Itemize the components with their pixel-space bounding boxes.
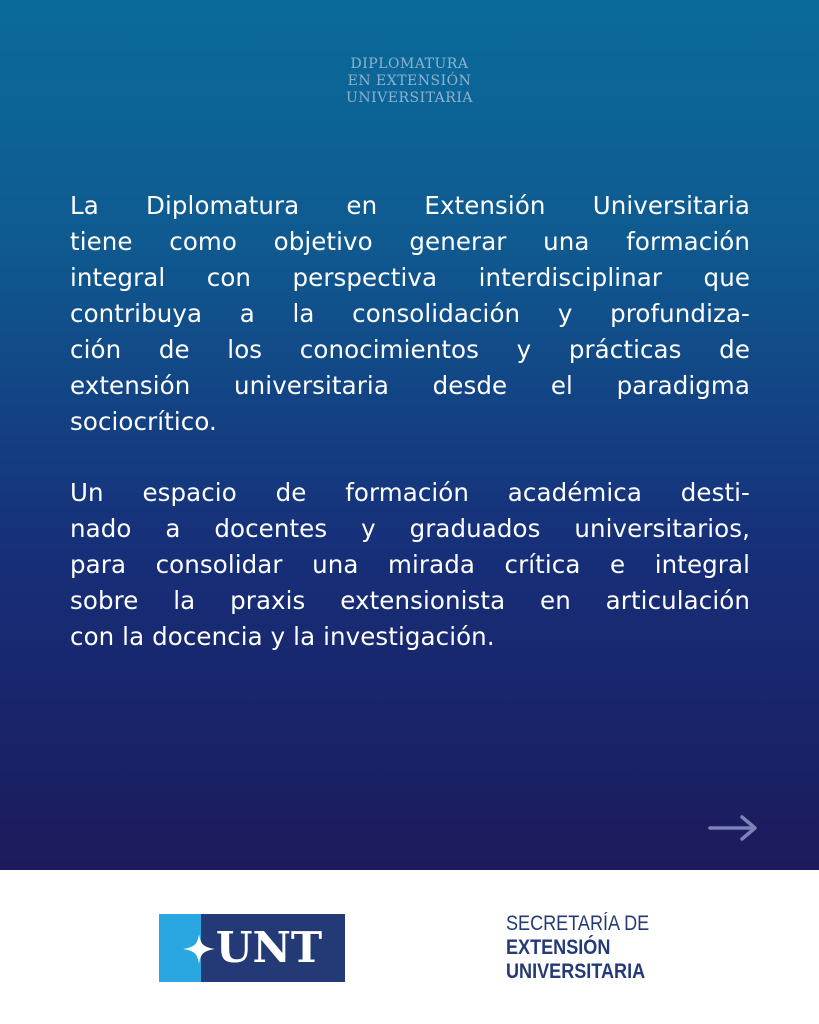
text-line: integral con perspectiva interdisciplinar que — [70, 263, 750, 292]
text-line: ción de los conocimientos y prácticas de — [70, 335, 750, 364]
secretaria-line-2: EXTENSIÓN — [506, 936, 611, 959]
text-line: nado a docentes y graduados universitarios, — [70, 514, 750, 543]
text-line: sobre la praxis extensionista en articulación — [70, 586, 750, 615]
logo-navy-block — [201, 914, 345, 982]
header-line-3: UNIVERSITARIA — [346, 90, 473, 106]
audience-paragraph — [70, 475, 750, 655]
objective-paragraph — [70, 188, 750, 440]
header-line-1: DIPLOMATURA — [350, 56, 469, 72]
text-line: extensión universitaria desde el paradigma — [70, 371, 750, 400]
text-line: con la docencia y la investigación. — [70, 622, 495, 651]
header-line-2: EN EXTENSIÓN — [347, 73, 472, 89]
secretaria-line-1: SECRETARÍA DE — [506, 912, 650, 935]
footer — [0, 870, 819, 1024]
text-line: Un espacio de formación académica desti- — [70, 478, 750, 507]
text-line: tiene como objetivo generar una formación — [70, 227, 750, 256]
unt-logo — [159, 914, 345, 982]
unt-logo-text: UNT — [215, 923, 323, 972]
text-line: sociocrítico. — [70, 407, 217, 436]
star-icon — [183, 934, 215, 964]
secretaria-line-3: UNIVERSITARIA — [506, 960, 646, 983]
text-line: contribuya a la consolidación y profundiza- — [70, 299, 750, 328]
diplomatura-header — [0, 56, 819, 107]
secretaria-logo — [506, 912, 672, 984]
arrow-right-icon[interactable] — [706, 812, 760, 844]
text-line: La Diplomatura en Extensión Universitaria — [70, 191, 750, 220]
text-line: para consolidar una mirada crítica e integral — [70, 550, 750, 579]
